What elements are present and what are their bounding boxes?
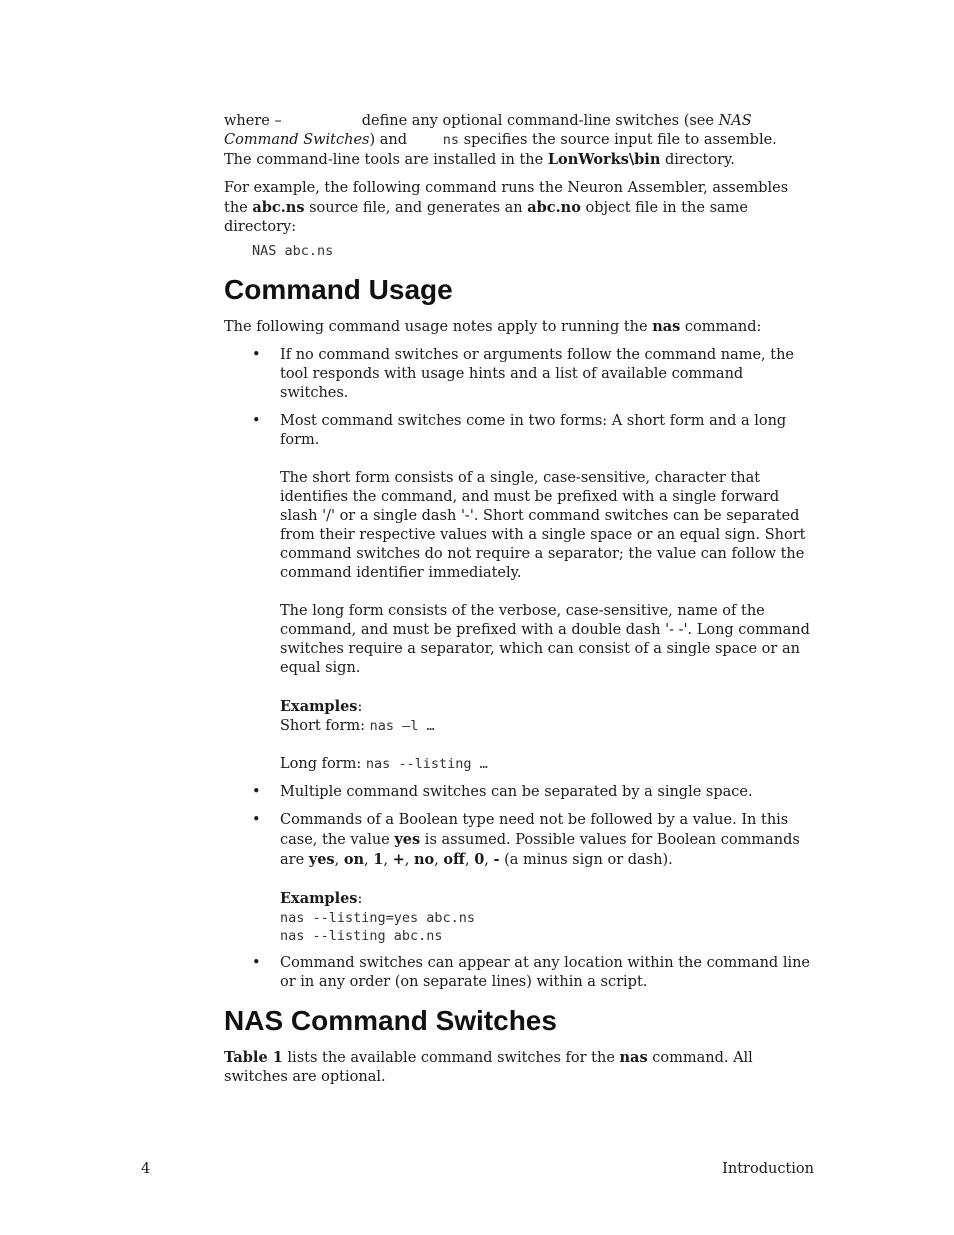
intro-paragraph: where – define any optional command-line switches (see NAS Command Switches) and ns specifies the source input file to assemble. The command-line tools are installed in the LonWorks\bin directory. [224,113,777,168]
list-item: • If no command switches or arguments follow the command name, the tool responds with usage hints and a list of available command switches. [224,346,816,403]
long-form-description: The long form consists of the verbose, case-sensitive, name of the command, and must be prefixed with a double dash '- -'. Long command switches require a separator, which can consist of a single space or an equal sign. [280,603,810,676]
footer-section-title: Introduction [722,1161,814,1177]
short-form-example: Short form: nas –l … [280,718,435,734]
nas-command-switches-reference: NAS Command Switches [224,113,752,148]
boolean-example-code: nas --listing abc.ns [280,928,443,944]
example-command-code: NAS abc.ns [252,243,334,259]
intro-where: where – [224,113,282,129]
source-file-name: abc.ns [252,199,305,216]
short-form-description: The short form consists of a single, case-sensitive, character that identifies the command, and must be prefixed with a single forward slash '/' or a single dash '-'. Short command switches can be separated from their respective values with a single space or an equal sign. Short command switches do not require a separator; the value can follow the command identifier immediately. [280,470,806,581]
ns-token: ns [442,132,460,148]
list-item: • Command switches can appear at any location within the command line or in any order (on separate lines) within a script. [224,954,816,992]
command-usage-intro: The following command usage notes apply to running the nas command: [224,318,762,335]
install-path: LonWorks\bin [547,151,661,168]
list-item: • Commands of a Boolean type need not be followed by a value. In this case, the value yes is assumed. Possible values for Boolean commands are yes, on, 1, +, no, off, 0, - (a minus sign or dash). Examples: nas --listing=yes abc.ns nas --listing abc.ns [224,811,816,945]
usage-notes-list [224,346,816,992]
intro-text: define any optional command-line switches (see [361,113,719,129]
object-file-name: abc.no [527,199,581,216]
page-number: 4 [141,1161,151,1177]
nas-command-switches-heading: NAS Command Switches [224,1005,557,1036]
switches-intro: Table 1 lists the available command switches for the nas command. All switches are optional. [224,1049,753,1085]
list-item: • Multiple command switches can be separated by a single space. [224,783,816,802]
examples-label: Examples: [280,698,363,715]
list-item: • Most command switches come in two forms: A short form and a long form. The short form consists of a single, case-sensitive, character that identifies the command, and must be prefixed with a single forward slash '/' or a single dash '-'. Short command switches can be separated from their respective values with a single space or an equal sign. Short command switches do not require a separator; the value can follow the command identifier immediately. The long form consists of the verbose, case-sensitive, name of the command, and must be prefixed with a double dash '- -'. Long command switches require a separator, which can consist of a single space or an equal sign. Examples: Short form: nas –l … Long form: nas --listing … [224,412,816,774]
long-form-example: Long form: nas --listing … [280,756,488,772]
table-reference: Table 1 [224,1049,283,1066]
command-usage-heading: Command Usage [224,274,453,305]
examples-label: Examples: [280,890,363,907]
page-body [224,112,816,1096]
page-footer [141,1160,814,1179]
example-paragraph: For example, the following command runs the Neuron Assembler, assembles the abc.ns source file, and generates an abc.no object file in the same directory: [224,180,789,235]
boolean-example-code: nas --listing=yes abc.ns [280,910,476,926]
